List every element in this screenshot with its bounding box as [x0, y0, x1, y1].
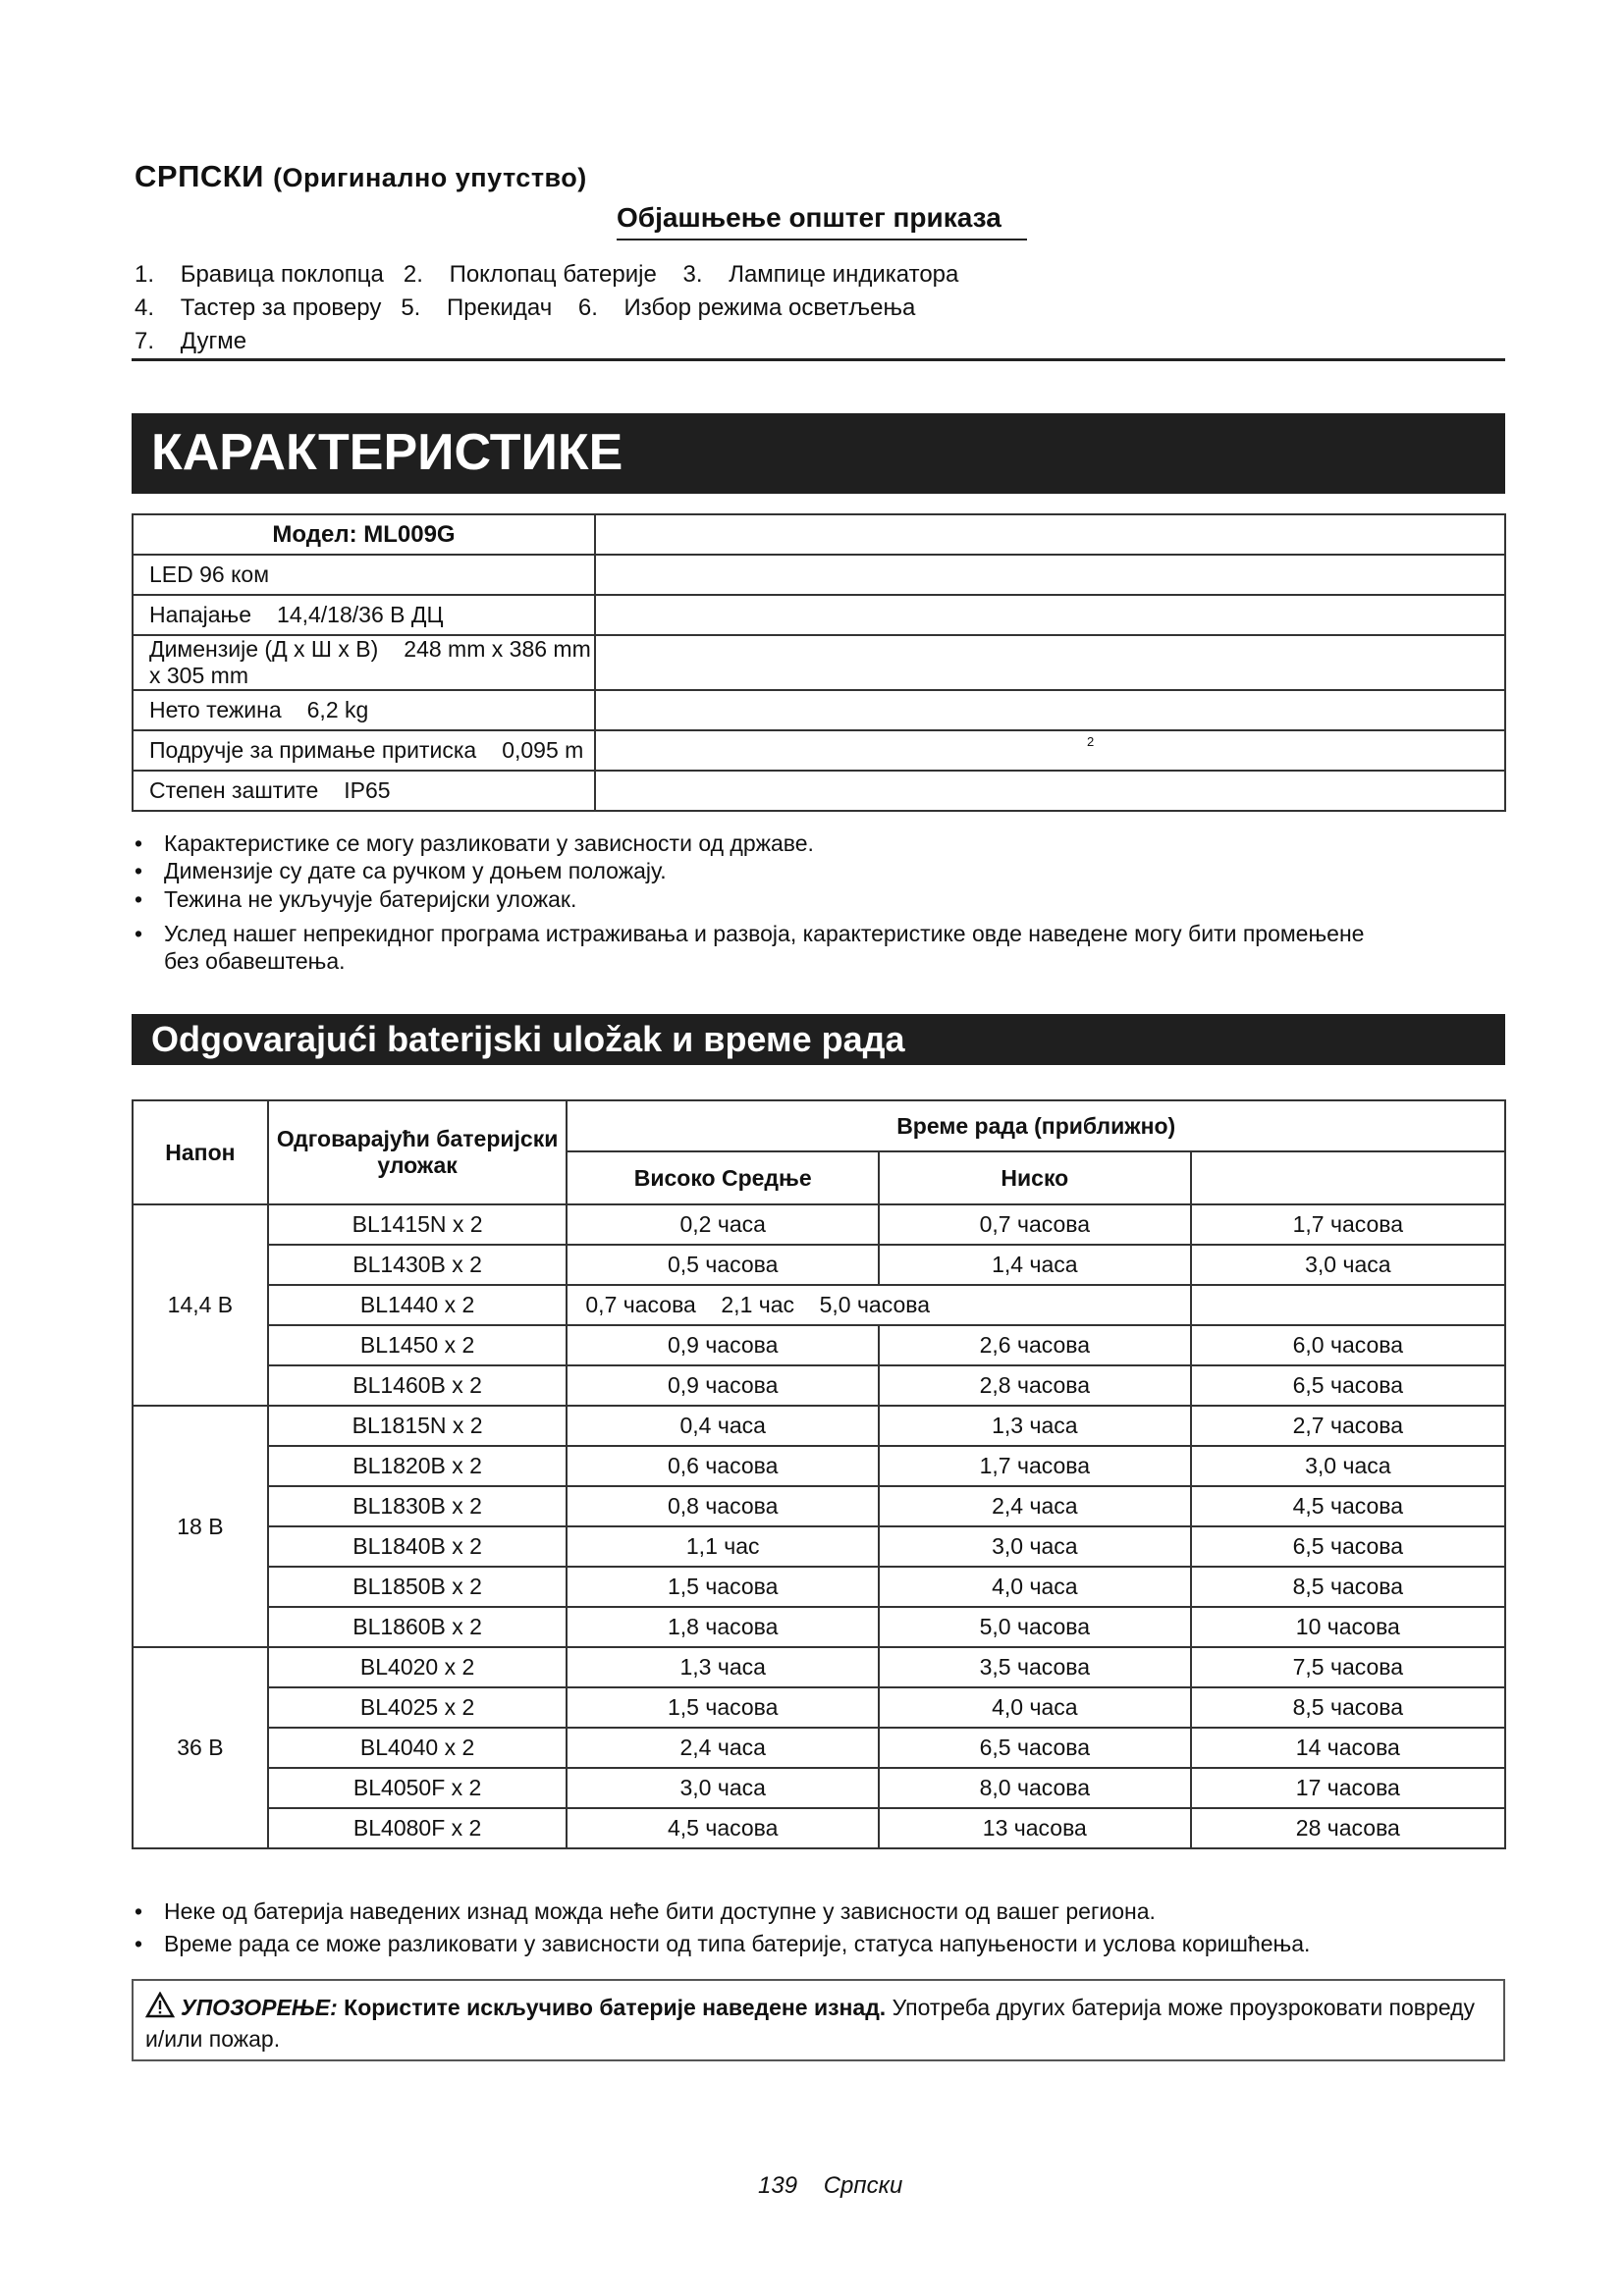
table-row [133, 1365, 1505, 1406]
runtime-cell: 1,7 часова [879, 1446, 1191, 1486]
specs-row [133, 555, 1505, 595]
table-row [133, 1526, 1505, 1567]
spec-empty-cell [595, 635, 1505, 690]
specs-table [132, 513, 1506, 812]
table-row [133, 1687, 1505, 1728]
voltage-cell: 18 В [133, 1406, 268, 1647]
specs-row [133, 595, 1505, 635]
runtime-cell: 7,5 часова [1191, 1647, 1505, 1687]
spec-note: • Димензије су дате са ручком у доњем положају. [135, 858, 667, 883]
spec-note: • Тежина не укључује батеријски уложак. [135, 886, 577, 912]
blank-header [1191, 1151, 1505, 1204]
specs-row [133, 730, 1505, 771]
warning-body: Употреба других батерија може проузроковати повреду и/или пожар. [145, 1995, 1476, 2052]
spec-value: 6,2 kg [306, 697, 369, 722]
table-row [133, 1728, 1505, 1768]
battery-banner [132, 1014, 1505, 1065]
runtime-cell: 1,8 часова [567, 1607, 879, 1647]
runtime-cell: 2,6 часова [879, 1325, 1191, 1365]
spec-empty-cell [595, 771, 1505, 811]
runtime-cell: 8,0 часова [879, 1768, 1191, 1808]
spec-cell [133, 771, 595, 811]
runtime-cell: 3,0 часа [1191, 1245, 1505, 1285]
spec-empty-cell [595, 690, 1505, 730]
battery-header-row [133, 1100, 1505, 1151]
overview-underline [617, 239, 1027, 240]
battery-table [132, 1099, 1506, 1849]
runtime-cell: 3,0 часа [1191, 1446, 1505, 1486]
runtime-cell: 1,7 часова [1191, 1204, 1505, 1245]
spec-note: • Карактеристике се могу разликовати у зависности од државе. [135, 830, 814, 856]
warning-label: УПОЗОРЕЊЕ: [181, 1995, 338, 2020]
spec-note-continuation: без обавештења. [164, 948, 346, 974]
spec-label: Степен заштите [149, 777, 319, 803]
table-row [133, 1567, 1505, 1607]
runtime-cell: 3,0 часа [879, 1526, 1191, 1567]
runtime-cell: 14 часова [1191, 1728, 1505, 1768]
runtime-cell: 3,0 часа [567, 1768, 879, 1808]
model-cell: BL1815N x 2 [268, 1406, 568, 1446]
spec-empty-cell [595, 514, 1505, 555]
model-cell: BL1840B x 2 [268, 1526, 568, 1567]
runtime-cell: 28 часова [1191, 1808, 1505, 1848]
runtime-cell: 0,6 часова [567, 1446, 879, 1486]
specs-row [133, 771, 1505, 811]
spec-cell [133, 635, 595, 690]
model-cell: BL1450 x 2 [268, 1325, 568, 1365]
spec-empty-cell [595, 595, 1505, 635]
runtime-cell: 2,8 часова [879, 1365, 1191, 1406]
runtime-cell: 13 часова [879, 1808, 1191, 1848]
overview-line: 4. Тастер за проверу 5. Прекидач 6. Избор режима осветљења [135, 294, 916, 321]
model-label: Модел: ML009G [133, 514, 595, 555]
overview-line: 7. Дугме [135, 328, 247, 354]
runtime-cell: 6,0 часова [1191, 1325, 1505, 1365]
runtime-cell: 2,4 часа [567, 1728, 879, 1768]
model-cell: BL1850B x 2 [268, 1567, 568, 1607]
overview-title: Објашњење општег приказа [617, 202, 1001, 233]
model-cell: BL4025 x 2 [268, 1687, 568, 1728]
spec-label: Димензије (Д x Ш x В) [149, 636, 379, 662]
table-row [133, 1245, 1505, 1285]
spec-label: Напајање [149, 602, 252, 627]
page-footer [758, 2172, 902, 2200]
model-cell: BL1440 x 2 [268, 1285, 568, 1325]
spec-value: 14,4/18/36 В ДЦ [277, 602, 444, 627]
runtime-cell: 5,0 часова [879, 1607, 1191, 1647]
runtime-cell: 17 часова [1191, 1768, 1505, 1808]
table-row [133, 1325, 1505, 1365]
area-unit-superscript: 2 [1087, 734, 1095, 749]
runtime-cell: 6,5 часова [879, 1728, 1191, 1768]
runtime-cell: 2,4 часа [879, 1486, 1191, 1526]
spec-cell [133, 690, 595, 730]
spec-cell [133, 595, 595, 635]
runtime-cell: 1,3 часа [879, 1406, 1191, 1446]
language-subtitle: (Оригинално упутство) [273, 163, 587, 192]
runtime-cell-merged: 0,7 часова 2,1 час 5,0 часова [567, 1285, 1190, 1325]
runtime-cell: 8,5 часова [1191, 1687, 1505, 1728]
runtime-header: Време рада (приближно) [567, 1100, 1505, 1151]
spec-label: Подручје за примање притиска [149, 737, 477, 763]
spec-value: 0,095 m [502, 737, 584, 763]
table-row [133, 1285, 1505, 1325]
runtime-cell: 0,7 часова [879, 1204, 1191, 1245]
model-cell: BL1860B x 2 [268, 1607, 568, 1647]
runtime-cell: 0,8 часова [567, 1486, 879, 1526]
spec-value: IP65 [344, 777, 391, 803]
page-number: 139 [758, 2172, 798, 2199]
specs-heading: КАРАКТЕРИСТИКЕ [151, 424, 623, 481]
language-title: СРПСКИ [135, 159, 264, 193]
spec-value: 248 mm x 386 mm x 305 mm [149, 636, 591, 688]
spec-cell [133, 730, 595, 771]
specs-banner [132, 413, 1505, 494]
low-header: Ниско [879, 1151, 1191, 1204]
runtime-cell: 1,5 часова [567, 1687, 879, 1728]
table-row [133, 1647, 1505, 1687]
runtime-cell: 8,5 часова [1191, 1567, 1505, 1607]
spec-label: Нето тежина [149, 697, 282, 722]
runtime-cell: 0,5 часова [567, 1245, 879, 1285]
model-cell: BL4080F x 2 [268, 1808, 568, 1848]
table-row [133, 1607, 1505, 1647]
battery-note: • Време рада се може разликовати у зависности од типа батерије, статуса напуњености и услова коришћења. [135, 1931, 1311, 1956]
voltage-cell: 36 В [133, 1647, 268, 1848]
runtime-cell: 4,5 часова [567, 1808, 879, 1848]
runtime-cell: 1,4 часа [879, 1245, 1191, 1285]
table-row [133, 1446, 1505, 1486]
spec-empty-cell [595, 730, 1505, 771]
overview-line: 1. Бравица поклопца 2. Поклопац батерије 3. Лампице индикатора [135, 261, 959, 288]
specs-row [133, 690, 1505, 730]
runtime-cell: 6,5 часова [1191, 1365, 1505, 1406]
runtime-cell: 0,2 часа [567, 1204, 879, 1245]
runtime-cell: 4,0 часа [879, 1687, 1191, 1728]
model-cell: BL1430B x 2 [268, 1245, 568, 1285]
table-row [133, 1406, 1505, 1446]
battery-heading: Odgovarajući baterijski uložak и време рада [151, 1019, 905, 1059]
warning-bold-text: Користите искључиво батерије наведене изнад. [344, 1995, 887, 2020]
runtime-cell: 1,3 часа [567, 1647, 879, 1687]
table-row [133, 1808, 1505, 1848]
model-cell: BL4040 x 2 [268, 1728, 568, 1768]
runtime-cell [1191, 1285, 1505, 1325]
spec-empty-cell [595, 555, 1505, 595]
runtime-cell: 3,5 часова [879, 1647, 1191, 1687]
runtime-cell: 0,9 часова [567, 1365, 879, 1406]
runtime-cell: 2,7 часова [1191, 1406, 1505, 1446]
battery-note: • Неке од батерија наведених изнад можда неће бити доступне у зависности од вашег региона. [135, 1898, 1156, 1924]
specs-row [133, 514, 1505, 555]
model-cell: BL1415N x 2 [268, 1204, 568, 1245]
voltage-cell: 14,4 В [133, 1204, 268, 1406]
warning-triangle-icon [145, 1992, 175, 2025]
runtime-cell: 1,5 часова [567, 1567, 879, 1607]
runtime-cell: 0,4 часа [567, 1406, 879, 1446]
model-cell: BL4050F x 2 [268, 1768, 568, 1808]
spec-note: • Услед нашег непрекидног програма истраживања и развоја, карактеристике овде наведене могу бити промењене [135, 921, 1365, 946]
runtime-cell: 10 часова [1191, 1607, 1505, 1647]
runtime-cell: 6,5 часова [1191, 1526, 1505, 1567]
table-row [133, 1486, 1505, 1526]
runtime-cell: 1,1 час [567, 1526, 879, 1567]
runtime-cell: 0,9 часова [567, 1325, 879, 1365]
specs-row [133, 635, 1505, 690]
spec-label: LED 96 ком [149, 561, 270, 587]
table-row [133, 1204, 1505, 1245]
voltage-header: Напон [133, 1100, 268, 1204]
table-row [133, 1768, 1505, 1808]
warning-box [132, 1979, 1505, 2061]
runtime-cell: 4,0 часа [879, 1567, 1191, 1607]
section-divider [132, 358, 1505, 361]
model-cell: BL1830B x 2 [268, 1486, 568, 1526]
warning-text [145, 1992, 1490, 2054]
high-mid-header: Високо Средње [567, 1151, 879, 1204]
language-heading [135, 159, 587, 194]
spec-cell [133, 555, 595, 595]
model-cell: BL1820B x 2 [268, 1446, 568, 1486]
model-cell: BL4020 x 2 [268, 1647, 568, 1687]
model-cell: BL1460B x 2 [268, 1365, 568, 1406]
runtime-cell: 4,5 часова [1191, 1486, 1505, 1526]
cartridge-header: Одговарајући батеријски уложак [268, 1100, 568, 1204]
footer-language: Српски [823, 2172, 903, 2199]
